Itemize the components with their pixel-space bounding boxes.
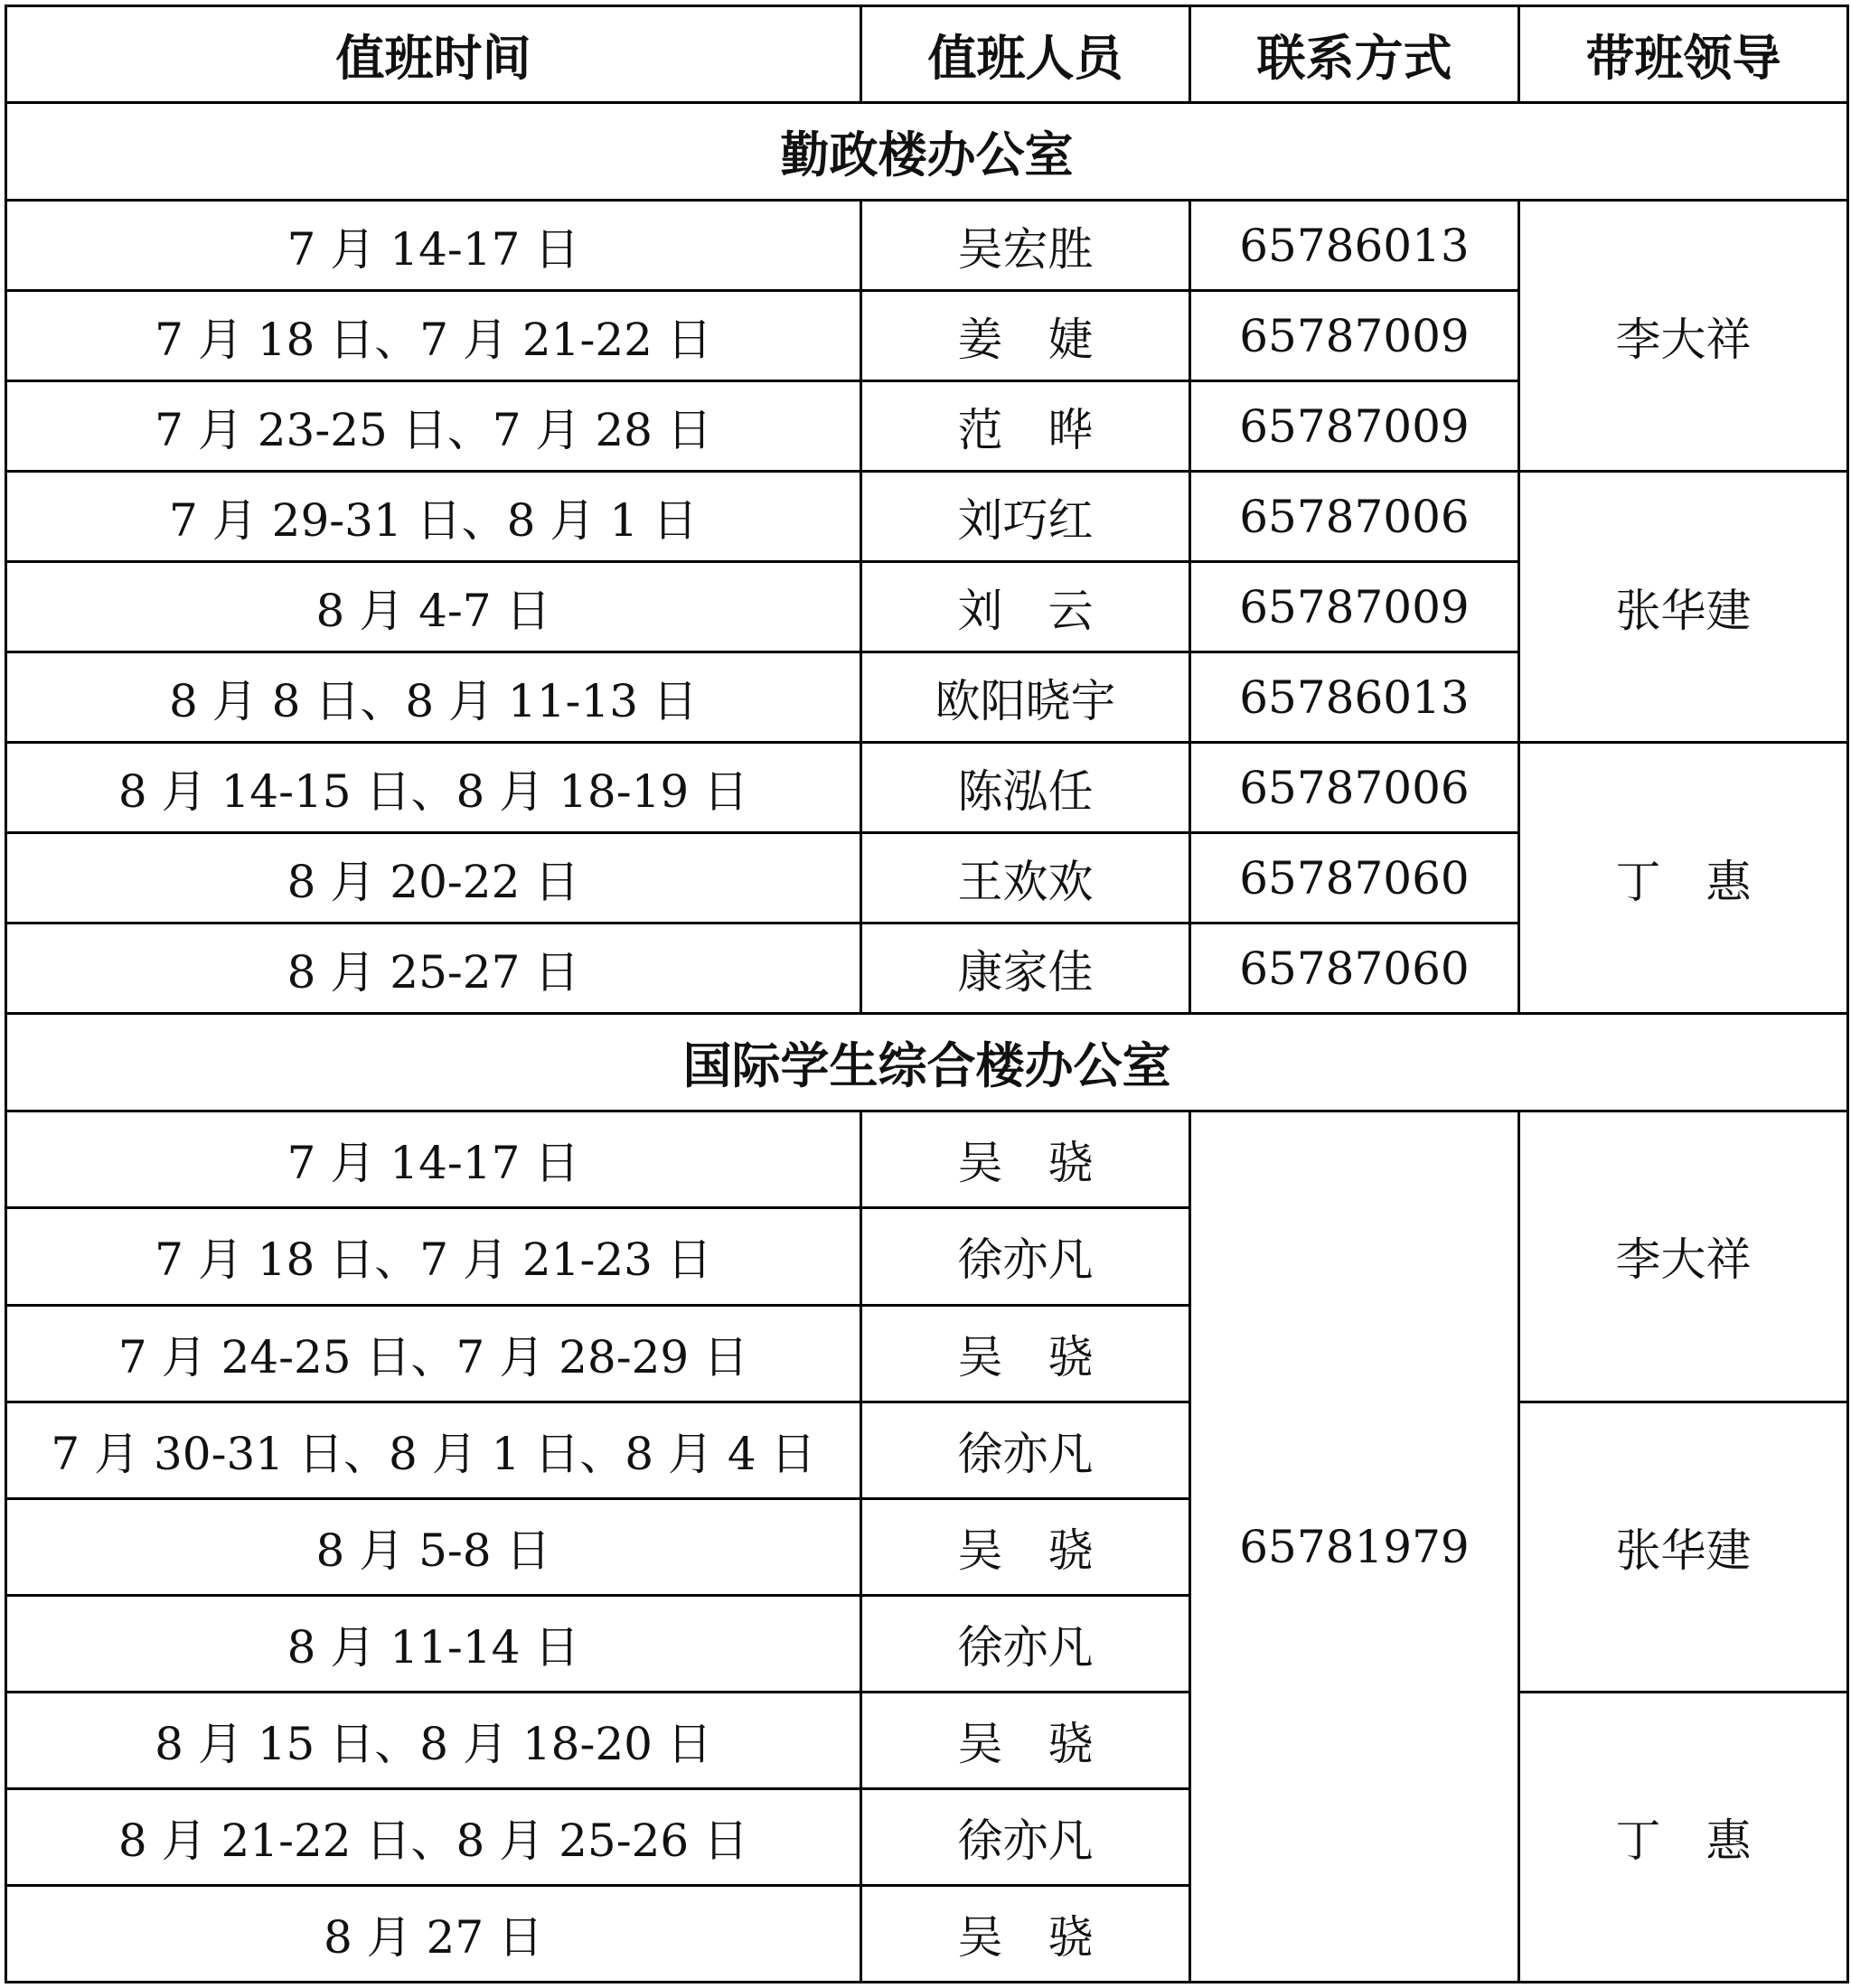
header-leader: 带班领导 [1519, 6, 1848, 103]
phone-cell: 65787060 [1190, 924, 1519, 1014]
duty-roster-table [5, 5, 1849, 1983]
table-row [6, 201, 1848, 291]
duty-staff-cell: 吴 骁 [861, 1498, 1190, 1595]
duty-time-cell: 8 月 21-22 日、8 月 25-26 日 [6, 1788, 861, 1885]
duty-time-cell: 8 月 25-27 日 [6, 924, 861, 1014]
duty-staff-cell: 姜 婕 [861, 291, 1190, 381]
leader-cell: 李大祥 [1519, 1111, 1848, 1402]
table-row [6, 743, 1848, 833]
duty-staff-cell: 吴 骁 [861, 1885, 1190, 1982]
table-row [6, 1692, 1848, 1788]
duty-staff-cell: 欧阳晓宇 [861, 652, 1190, 743]
duty-time-cell: 7 月 24-25 日、7 月 28-29 日 [6, 1305, 861, 1402]
table-row [6, 472, 1848, 562]
duty-staff-cell: 刘巧红 [861, 472, 1190, 562]
table-row [6, 1402, 1848, 1498]
phone-cell: 65786013 [1190, 201, 1519, 291]
duty-staff-cell: 陈泓任 [861, 743, 1190, 833]
duty-time-cell: 7 月 14-17 日 [6, 1111, 861, 1208]
duty-time-cell: 8 月 27 日 [6, 1885, 861, 1982]
phone-cell: 65787006 [1190, 743, 1519, 833]
duty-time-cell: 8 月 4-7 日 [6, 562, 861, 652]
phone-cell: 65787006 [1190, 472, 1519, 562]
section-row [6, 103, 1848, 201]
header-duty-staff: 值班人员 [861, 6, 1190, 103]
section-row [6, 1014, 1848, 1111]
leader-cell: 丁 惠 [1519, 743, 1848, 1014]
section-title-qinzheng: 勤政楼办公室 [6, 103, 1848, 201]
leader-cell: 丁 惠 [1519, 1692, 1848, 1982]
duty-time-cell: 7 月 23-25 日、7 月 28 日 [6, 381, 861, 472]
duty-staff-cell: 吴 骁 [861, 1111, 1190, 1208]
duty-staff-cell: 徐亦凡 [861, 1595, 1190, 1692]
duty-staff-cell: 徐亦凡 [861, 1402, 1190, 1498]
header-duty-time: 值班时间 [6, 6, 861, 103]
section-title-international: 国际学生综合楼办公室 [6, 1014, 1848, 1111]
leader-cell: 张华建 [1519, 1402, 1848, 1692]
phone-cell: 65787009 [1190, 562, 1519, 652]
duty-time-cell: 7 月 18 日、7 月 21-23 日 [6, 1208, 861, 1305]
duty-staff-cell: 康家佳 [861, 924, 1190, 1014]
phone-cell: 65786013 [1190, 652, 1519, 743]
duty-time-cell: 8 月 20-22 日 [6, 833, 861, 924]
duty-staff-cell: 徐亦凡 [861, 1788, 1190, 1885]
phone-cell: 65787060 [1190, 833, 1519, 924]
duty-time-cell: 7 月 30-31 日、8 月 1 日、8 月 4 日 [6, 1402, 861, 1498]
duty-staff-cell: 吴 骁 [861, 1692, 1190, 1788]
header-row [6, 6, 1848, 103]
duty-time-cell: 8 月 15 日、8 月 18-20 日 [6, 1692, 861, 1788]
duty-staff-cell: 范 晔 [861, 381, 1190, 472]
duty-time-cell: 8 月 5-8 日 [6, 1498, 861, 1595]
table-row [6, 1111, 1848, 1208]
phone-cell: 65787009 [1190, 381, 1519, 472]
duty-time-cell: 8 月 11-14 日 [6, 1595, 861, 1692]
duty-time-cell: 8 月 8 日、8 月 11-13 日 [6, 652, 861, 743]
leader-cell: 李大祥 [1519, 201, 1848, 472]
header-contact: 联系方式 [1190, 6, 1519, 103]
duty-time-cell: 8 月 14-15 日、8 月 18-19 日 [6, 743, 861, 833]
shared-phone-cell: 65781979 [1190, 1111, 1519, 1983]
phone-cell: 65787009 [1190, 291, 1519, 381]
leader-cell: 张华建 [1519, 472, 1848, 743]
duty-staff-cell: 刘 云 [861, 562, 1190, 652]
duty-staff-cell: 王欢欢 [861, 833, 1190, 924]
duty-staff-cell: 吴 骁 [861, 1305, 1190, 1402]
duty-time-cell: 7 月 29-31 日、8 月 1 日 [6, 472, 861, 562]
duty-time-cell: 7 月 14-17 日 [6, 201, 861, 291]
duty-time-cell: 7 月 18 日、7 月 21-22 日 [6, 291, 861, 381]
duty-staff-cell: 徐亦凡 [861, 1208, 1190, 1305]
duty-staff-cell: 吴宏胜 [861, 201, 1190, 291]
